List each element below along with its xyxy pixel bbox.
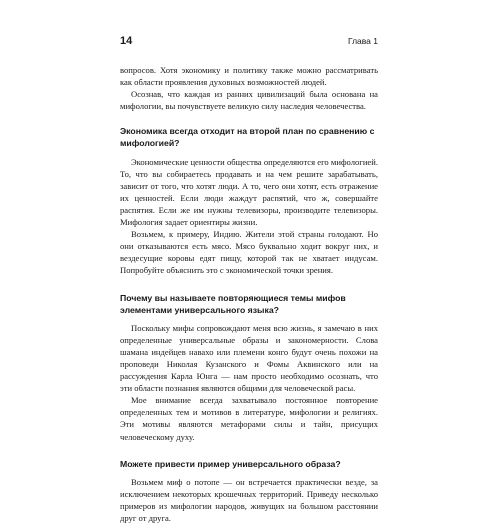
paragraph: Мое внимание всегда захватывало постоянное повторение определенных тем и мотивов в литературе, мифологии и религиях. Эти мотивы являются метафорами силы и тайн, присущих человеческому духу. [120,395,378,442]
paragraph: Осознав, что каждая из ранних цивилизаций была основана на мифологии, вы почувствуете великую силу наследия человечества. [120,89,378,112]
page-header [120,34,378,48]
paragraph: вопросов. Хотя экономику и политику также можно рассматривать как области проявления духовных возможностей людей. [120,65,378,88]
paragraph: Возьмем, к примеру, Индию. Жители этой страны голодают. Но они отказываются есть мясо. Мясо буквально ходит вокруг них, и вездесущие коровы едят пищу, которой так не хватает индусам. Попробуйте объяснить это с экономической точки зрения. [120,229,378,276]
question-heading: Почему вы называете повторяющиеся темы мифов элементами универсального языка? [120,292,346,315]
chapter-running-head: Глава 1 [347,36,378,46]
question-heading: Экономика всегда отходит на второй план по сравнению с мифологией? [120,126,375,149]
page-number: 14 [120,35,133,47]
question-heading: Можете привести пример универсального образа? [120,458,341,469]
page-body [120,64,378,524]
paragraph: Возьмем миф о потопе — он встречается практически везде, за исключением некоторых крошечных территорий. Приведу несколько примеров из мифологии народов, живущих на большом расстоянии друг от друга. [120,476,378,523]
paragraph: Поскольку мифы сопровождают меня всю жизнь, я замечаю в них определенные универсальные образы и закономерности. Слова шамана индейцев навахо или племени конго будут очень похожи на проповеди Николая Кузанского и Фомы Аквинского или на рассуждения Карла Юнга — нам просто необходимо осознать, что эти области познания являются общими для человеческой расы. [120,322,378,394]
paragraph: Экономические ценности общества определяются его мифологией. То, что вы собираетесь продавать и на чем решите зарабатывать, зависит от того, что хотят люди. А то, чего они хотят, есть отражение их ценностей. Если люди жаждут распятий, что ж, совершайте распятия. Если же им нужны телевизоры, производите телевизоры. Мифология задает ориентиры жизни. [120,156,378,228]
